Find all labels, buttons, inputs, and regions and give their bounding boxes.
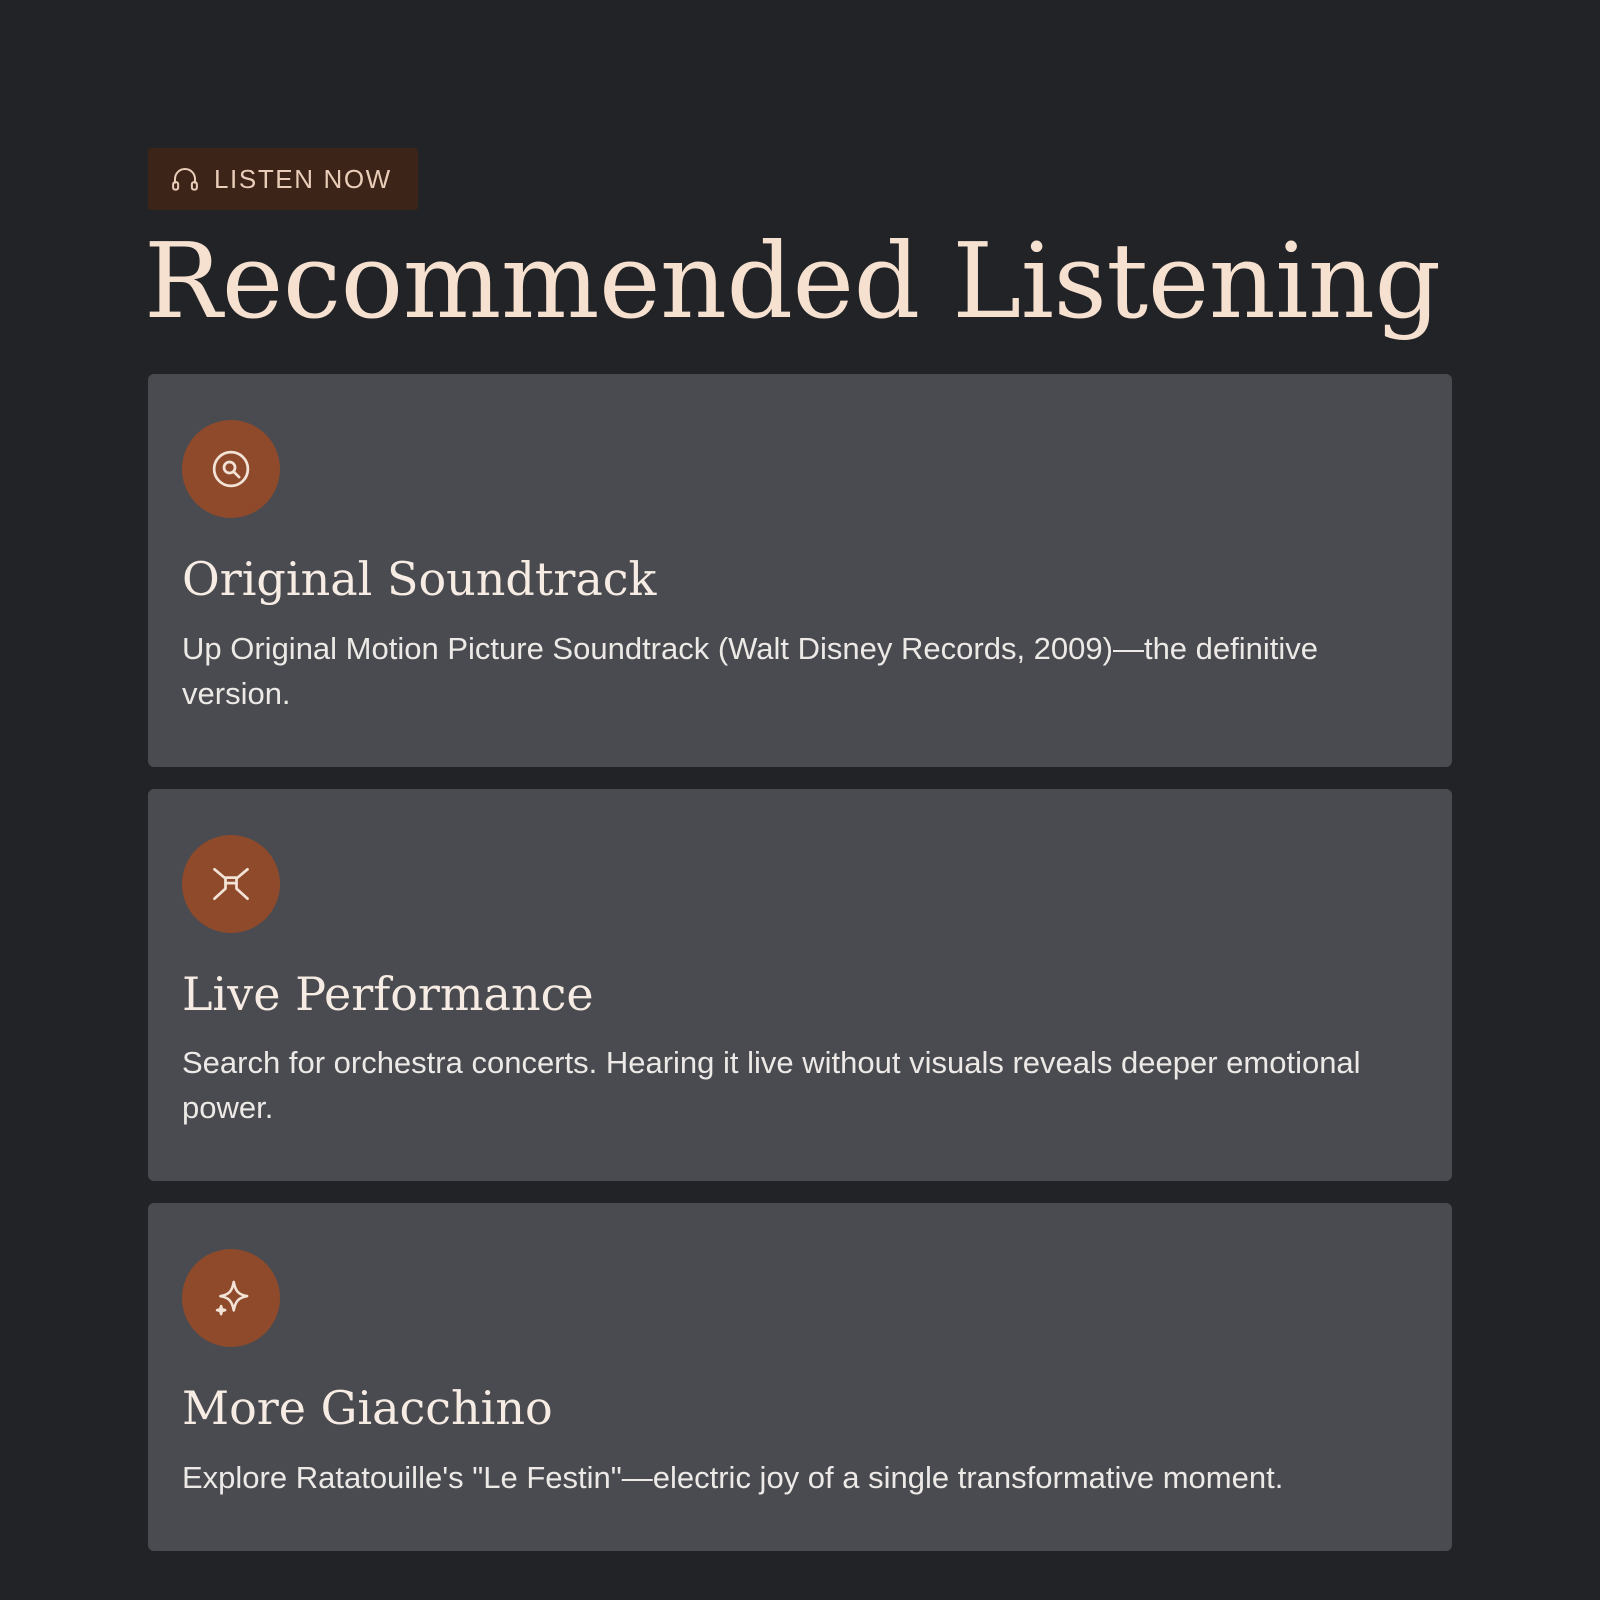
stage-arch-icon	[182, 835, 280, 933]
listen-now-badge	[148, 148, 418, 210]
recommendation-card-list	[148, 374, 1452, 1550]
recommendation-card[interactable]	[148, 1203, 1452, 1551]
recommendation-card[interactable]	[148, 374, 1452, 766]
page-title: Recommended Listening	[144, 220, 1441, 342]
card-description: Explore Ratatouille's "Le Festin"—electric joy of a single transformative moment.	[182, 1459, 1284, 1495]
card-description: Search for orchestra concerts. Hearing it live without visuals reveals deeper emotional power.	[182, 1045, 1361, 1126]
card-title: Original Soundtrack	[182, 552, 657, 607]
disc-search-icon	[182, 420, 280, 518]
card-title: Live Performance	[182, 966, 594, 1021]
card-title: More Giacchino	[182, 1381, 553, 1436]
card-description: Up Original Motion Picture Soundtrack (Walt Disney Records, 2009)—the definitive version.	[182, 630, 1319, 711]
headphones-icon	[170, 164, 200, 194]
listen-now-label: LISTEN NOW	[214, 164, 392, 194]
sparkle-icon	[182, 1249, 280, 1347]
recommendation-card[interactable]	[148, 789, 1452, 1181]
